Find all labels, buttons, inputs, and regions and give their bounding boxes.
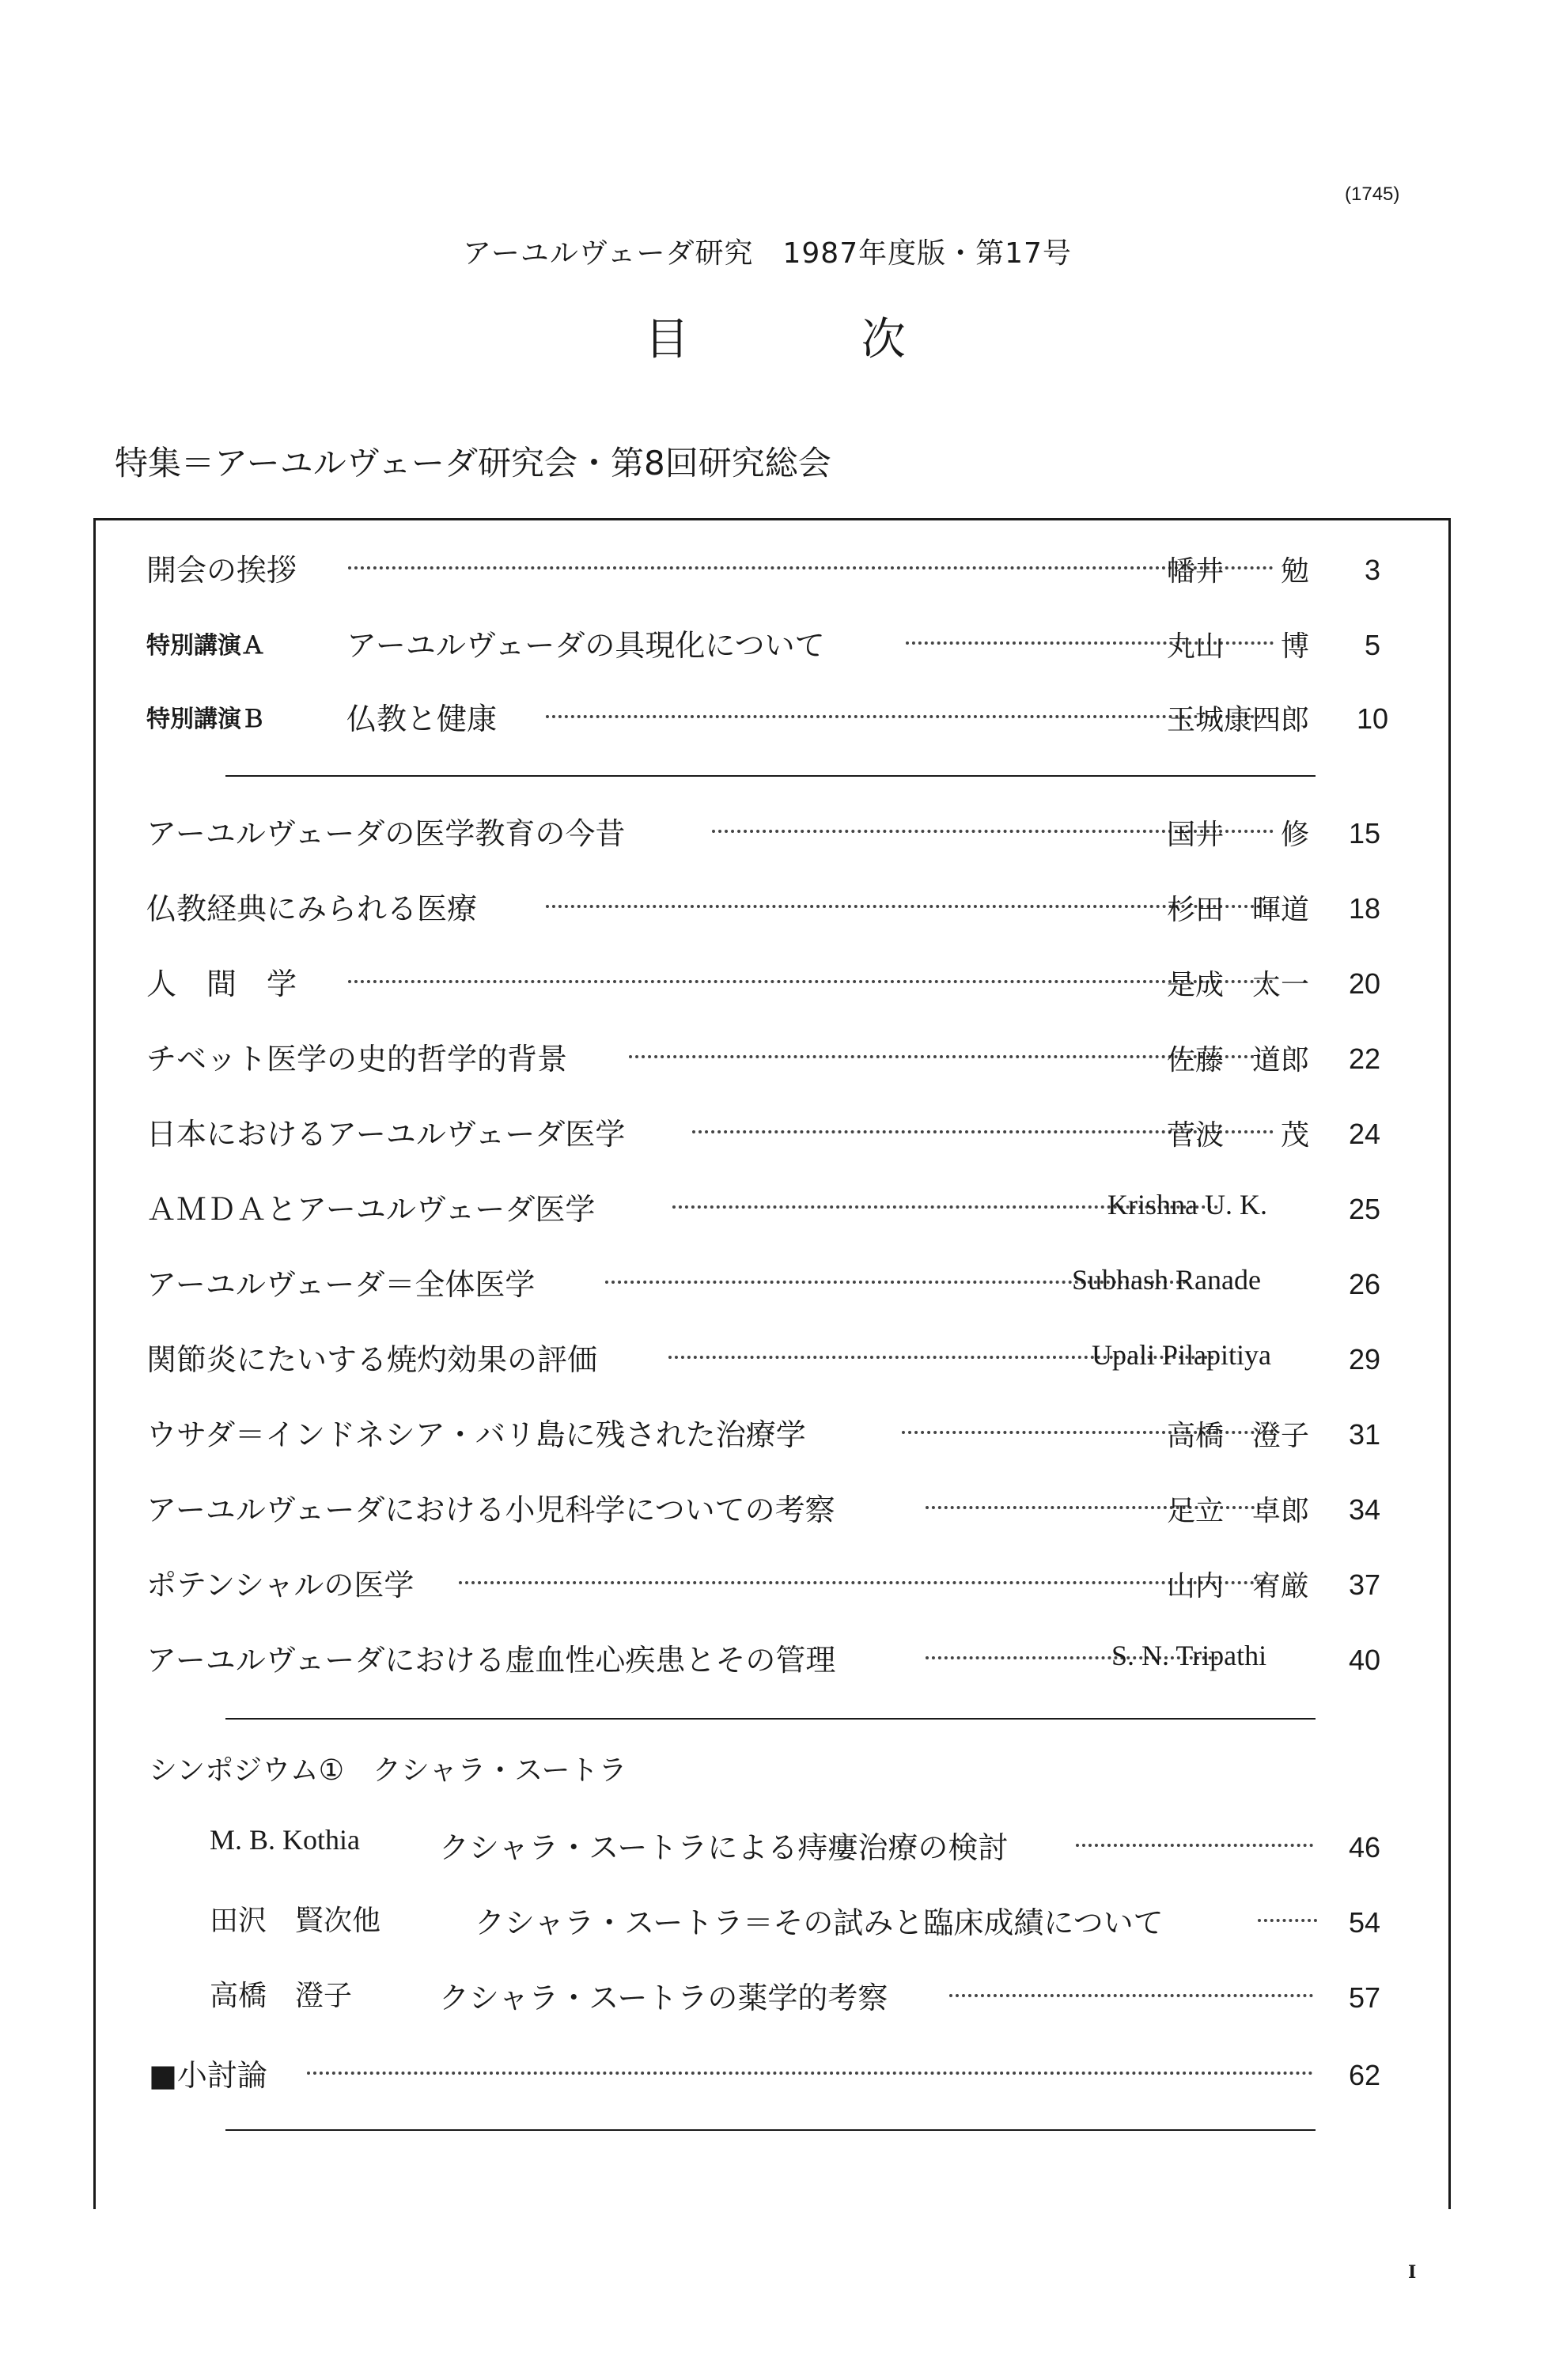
dot-leader bbox=[459, 1581, 1274, 1584]
toc-entry-symposium[interactable] bbox=[210, 1973, 1380, 2016]
entry-author: 幡井 勉 bbox=[1167, 555, 1310, 588]
entry-author: 山内 宥厳 bbox=[1167, 1570, 1310, 1602]
entry-title: 仏教と健康 bbox=[346, 702, 498, 736]
toc-entry[interactable] bbox=[146, 959, 1380, 1002]
entry-title: アーユルヴェーダにおける小児科学についての考察 bbox=[146, 1493, 835, 1527]
page-number-bottom: I bbox=[1408, 2262, 1417, 2283]
toc-entry[interactable] bbox=[146, 1335, 1380, 1378]
entry-author: M. B. Kothia bbox=[210, 1824, 361, 1856]
entry-page: 57 bbox=[1349, 1981, 1381, 2014]
entry-author: 高橋 澄子 bbox=[210, 1980, 353, 2012]
entry-page: 25 bbox=[1349, 1193, 1381, 1225]
entry-title: クシャラ・スートラによる痔瘻治療の検討 bbox=[439, 1830, 1009, 1865]
entry-page: 26 bbox=[1349, 1268, 1381, 1300]
entry-page: 34 bbox=[1349, 1493, 1381, 1526]
entry-title: アーユルヴェーダの具現化について bbox=[346, 628, 825, 663]
toc-entry[interactable] bbox=[146, 1110, 1380, 1152]
dot-leader bbox=[546, 715, 1274, 718]
toc-entry[interactable] bbox=[146, 1035, 1380, 1077]
section-divider bbox=[225, 775, 1316, 777]
entry-page: 15 bbox=[1349, 817, 1381, 849]
entry-title: 関節炎にたいする焼灼効果の評価 bbox=[146, 1342, 598, 1377]
entry-author: 足立 卓郎 bbox=[1167, 1495, 1310, 1527]
entry-page: 46 bbox=[1349, 1831, 1381, 1864]
entry-page: 18 bbox=[1349, 892, 1381, 925]
dot-leader bbox=[546, 905, 1274, 908]
entry-author: 菅波 茂 bbox=[1167, 1119, 1310, 1152]
entry-author: Krishna U. K. bbox=[1107, 1189, 1267, 1220]
entry-title: 仏教経典にみられる医療 bbox=[146, 891, 478, 926]
journal-title: アーユルヴェーダ研究 1987年度版・第17号 bbox=[463, 237, 1072, 270]
feature-heading: 特集＝アーユルヴェーダ研究会・第8回研究総会 bbox=[115, 444, 831, 482]
entry-page: 40 bbox=[1349, 1644, 1381, 1676]
entry-page: 24 bbox=[1349, 1118, 1381, 1150]
page-number-top: (1745) bbox=[1345, 184, 1400, 205]
entry-title: 人 間 学 bbox=[146, 967, 297, 1001]
toc-entry-opening[interactable] bbox=[146, 546, 1380, 588]
symposium-heading: シンポジウム① クシャラ・スートラ bbox=[149, 1754, 627, 1787]
entry-page: 10 bbox=[1357, 702, 1389, 735]
entry-author: 田沢 賢次他 bbox=[210, 1905, 381, 1937]
entry-author: 玉城康四郎 bbox=[1167, 704, 1310, 736]
entry-title: クシャラ・スートラの薬学的考察 bbox=[439, 1981, 888, 2015]
section-divider bbox=[225, 1718, 1316, 1720]
toc-entry[interactable] bbox=[146, 1185, 1380, 1228]
toc-entry[interactable] bbox=[146, 1260, 1380, 1303]
toc-entry[interactable] bbox=[146, 1485, 1380, 1528]
entry-title: ＡＭＤＡとアーユルヴェーダ医学 bbox=[146, 1192, 596, 1227]
entry-title: 開会の挨拶 bbox=[146, 553, 297, 588]
entry-author: 是成 太一 bbox=[1167, 969, 1310, 1001]
entry-author: 丸山 博 bbox=[1167, 630, 1310, 663]
entry-label: 特別講演Ａ bbox=[146, 632, 265, 660]
entry-title: ポテンシャルの医学 bbox=[146, 1568, 415, 1602]
toc-entry[interactable] bbox=[146, 1561, 1380, 1603]
entry-title: アーユルヴェーダの医学教育の今昔 bbox=[146, 816, 626, 851]
entry-author: S. N. Tripathi bbox=[1111, 1640, 1267, 1671]
section-divider bbox=[225, 2129, 1316, 2131]
entry-author: 杉田 暉道 bbox=[1167, 894, 1310, 926]
dot-leader bbox=[1258, 1919, 1317, 1922]
entry-title: チベット医学の史的哲学的背景 bbox=[146, 1042, 568, 1076]
entry-page: 31 bbox=[1349, 1418, 1381, 1451]
dot-leader bbox=[1076, 1844, 1313, 1847]
entry-author: Subhash Ranade bbox=[1072, 1264, 1261, 1296]
entry-title: ■小討論 bbox=[149, 2058, 267, 2093]
dot-leader bbox=[348, 980, 1274, 983]
dot-leader bbox=[307, 2072, 1313, 2075]
entry-author: 高橋 澄子 bbox=[1167, 1420, 1310, 1452]
dot-leader bbox=[348, 566, 1274, 569]
entry-title: 日本におけるアーユルヴェーダ医学 bbox=[146, 1117, 626, 1152]
entry-page: 22 bbox=[1349, 1042, 1381, 1075]
entry-page: 37 bbox=[1349, 1568, 1381, 1601]
toc-title: 目 次 bbox=[645, 314, 906, 365]
entry-title: アーユルヴェーダ＝全体医学 bbox=[146, 1267, 536, 1302]
toc-entry[interactable] bbox=[146, 1410, 1380, 1453]
toc-entry-discussion[interactable] bbox=[149, 2051, 1380, 2094]
entry-author: 佐藤 道郎 bbox=[1167, 1044, 1310, 1076]
entry-author: 国井 修 bbox=[1167, 819, 1310, 851]
toc-entry-special-lecture-b[interactable] bbox=[146, 694, 1389, 737]
entry-author: Upali Pilapitiya bbox=[1092, 1339, 1271, 1371]
entry-page: 54 bbox=[1349, 1906, 1381, 1939]
entry-title: クシャラ・スートラ＝その試みと臨床成績について bbox=[475, 1905, 1164, 1940]
entry-page: 5 bbox=[1365, 629, 1381, 661]
entry-page: 20 bbox=[1349, 967, 1381, 1000]
toc-entry[interactable] bbox=[146, 809, 1380, 852]
entry-page: 62 bbox=[1349, 2059, 1381, 2091]
toc-entry-symposium[interactable] bbox=[210, 1898, 1380, 1941]
entry-page: 3 bbox=[1365, 554, 1381, 586]
toc-entry[interactable] bbox=[146, 884, 1380, 927]
dot-leader bbox=[949, 1994, 1313, 1997]
entry-title: アーユルヴェーダにおける虚血性心疾患とその管理 bbox=[146, 1643, 836, 1678]
toc-entry-symposium[interactable] bbox=[210, 1823, 1380, 1866]
toc-entry[interactable] bbox=[146, 1636, 1380, 1678]
entry-title: ウサダ＝インドネシア・バリ島に残された治療学 bbox=[146, 1417, 806, 1452]
toc-entry-special-lecture-a[interactable] bbox=[146, 621, 1380, 664]
entry-page: 29 bbox=[1349, 1343, 1381, 1375]
entry-label: 特別講演Ｂ bbox=[146, 706, 265, 733]
